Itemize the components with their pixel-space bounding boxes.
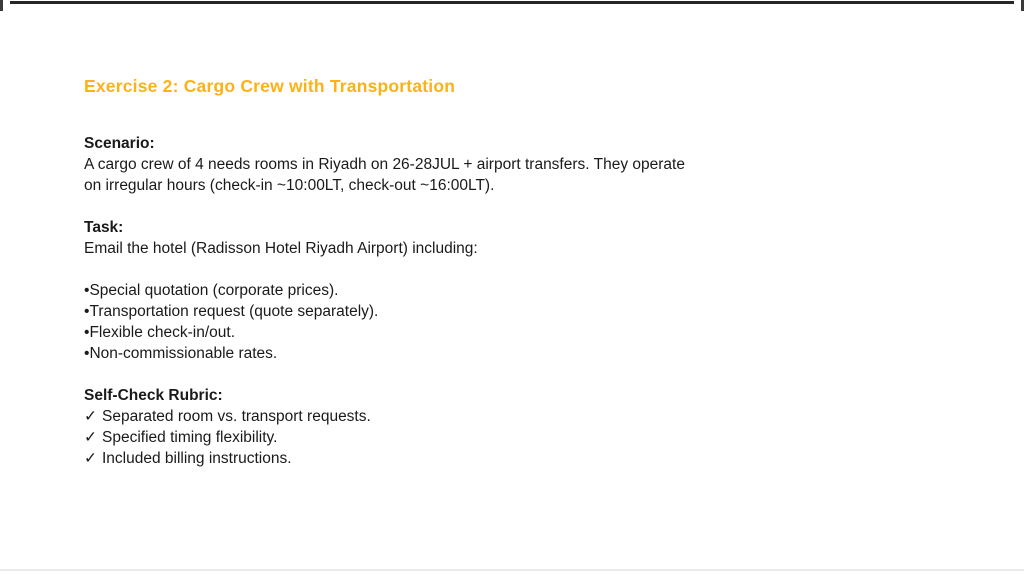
checkmark-icon: ✓ xyxy=(84,408,97,425)
bullet-item xyxy=(84,343,964,364)
bullet-icon: • xyxy=(84,345,90,362)
rubric-section xyxy=(84,385,964,469)
bullet-item xyxy=(84,301,964,322)
checkmark-icon: ✓ xyxy=(84,429,97,446)
rubric-item-label: Included billing instructions. xyxy=(102,450,292,467)
bullet-item-label: Non-commissionable rates. xyxy=(89,345,278,362)
slide-title: Exercise 2: Cargo Crew with Transportation xyxy=(84,76,456,96)
rubric-item xyxy=(84,427,964,448)
scenario-text-line: A cargo crew of 4 needs rooms in Riyadh on 26-28JUL + airport transfers. They operate xyxy=(84,156,685,173)
task-heading: Task: xyxy=(84,219,124,236)
slide-top-border xyxy=(10,1,1014,4)
rubric-item-label: Specified timing flexibility. xyxy=(102,429,278,446)
rubric-item xyxy=(84,448,964,469)
task-section xyxy=(84,217,964,259)
bullet-icon: • xyxy=(84,282,90,299)
rubric-heading: Self-Check Rubric: xyxy=(84,387,223,404)
bullet-item xyxy=(84,322,964,343)
slide-content xyxy=(84,76,964,469)
rubric-item-label: Separated room vs. transport requests. xyxy=(102,408,371,425)
requirements-list xyxy=(84,280,964,364)
bullet-item xyxy=(84,280,964,301)
scenario-text-line: on irregular hours (check-in ~10:00LT, check-out ~16:00LT). xyxy=(84,177,495,194)
bullet-item-label: Transportation request (quote separately). xyxy=(89,303,379,320)
bullet-item-label: Flexible check-in/out. xyxy=(89,324,236,341)
bullet-icon: • xyxy=(84,324,90,341)
scenario-heading: Scenario: xyxy=(84,135,155,152)
rubric-item xyxy=(84,406,964,427)
slide-bottom-border xyxy=(0,569,1024,571)
bullet-icon: • xyxy=(84,303,90,320)
task-text-line: Email the hotel (Radisson Hotel Riyadh Airport) including: xyxy=(84,240,478,257)
slide-corner-notch-left xyxy=(0,0,3,11)
bullet-item-label: Special quotation (corporate prices). xyxy=(89,282,339,299)
checkmark-icon: ✓ xyxy=(84,450,97,467)
scenario-section xyxy=(84,133,964,196)
